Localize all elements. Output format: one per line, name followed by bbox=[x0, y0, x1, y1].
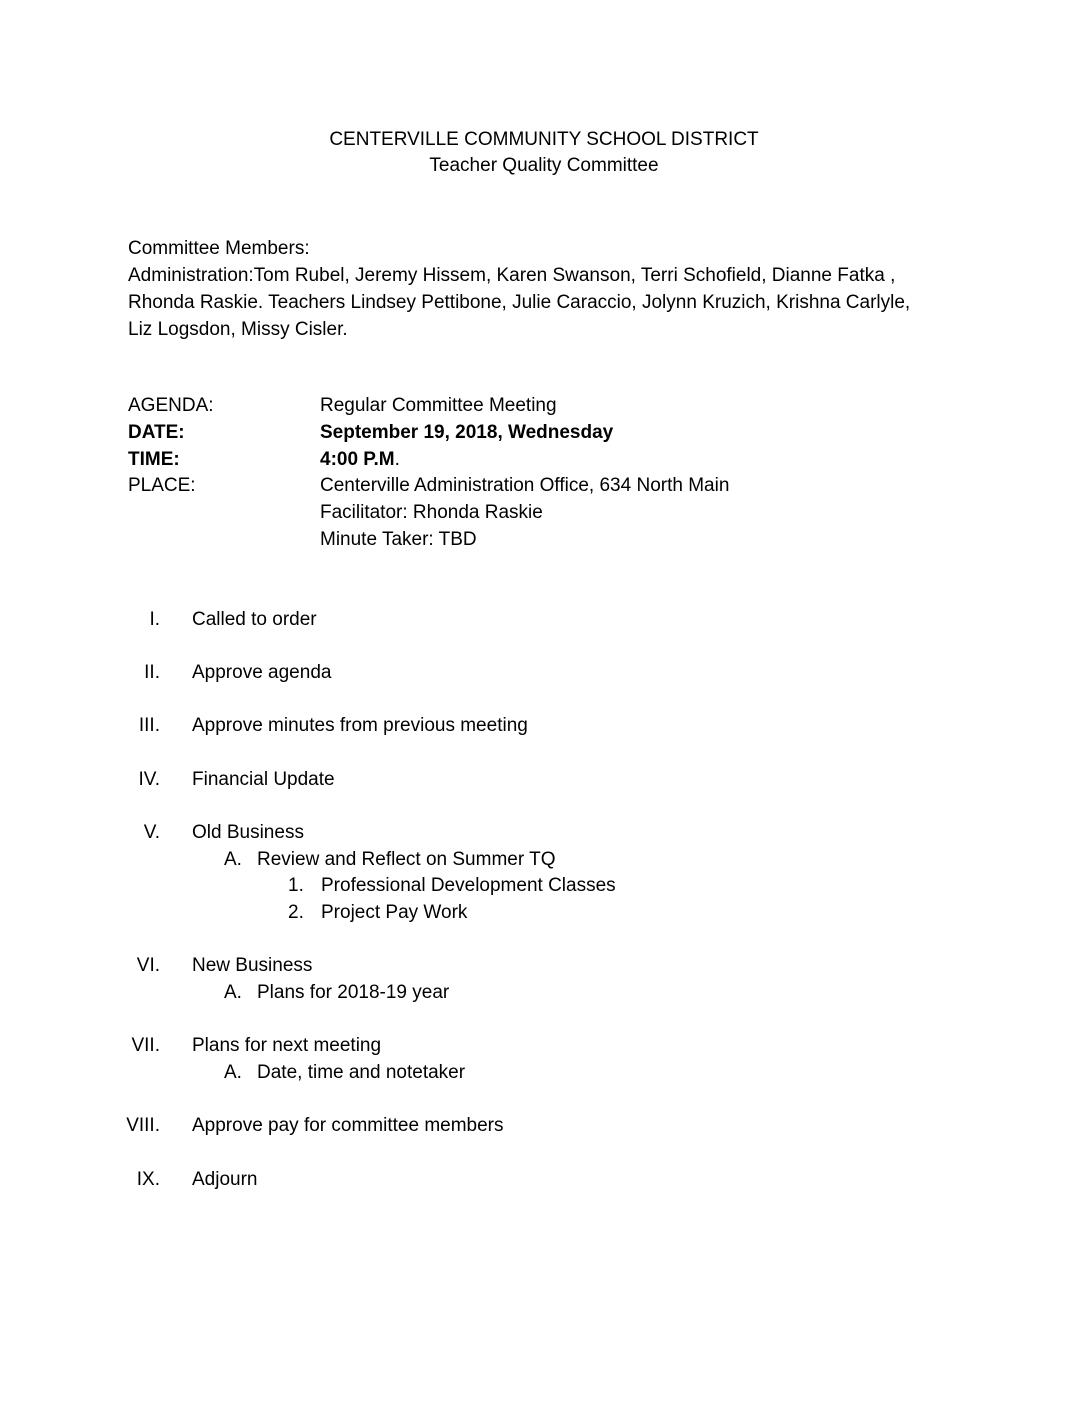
agenda-item-text: Called to order bbox=[192, 609, 317, 630]
district-title: CENTERVILLE COMMUNITY SCHOOL DISTRICT bbox=[329, 129, 759, 150]
agenda-item-number: III. bbox=[138, 715, 160, 736]
sub-item-number: A. bbox=[224, 1062, 242, 1083]
sub-sub-item-number: 1. bbox=[288, 875, 304, 896]
date-value: September 19, 2018, Wednesday bbox=[320, 422, 614, 443]
agenda-item-text: New Business bbox=[192, 955, 313, 976]
members-line: Rhonda Raskie. Teachers Lindsey Pettibone, Julie Caraccio, Jolynn Kruzich, Krishna Carlyle, bbox=[128, 292, 911, 313]
agenda-item-text: Approve minutes from previous meeting bbox=[192, 715, 528, 736]
time-suffix: . bbox=[394, 449, 400, 470]
sub-item-text: Review and Reflect on Summer TQ bbox=[257, 849, 556, 870]
time-value-line bbox=[320, 448, 400, 472]
agenda-item-number: VI. bbox=[136, 955, 160, 976]
members-line: Liz Logsdon, Missy Cisler. bbox=[128, 319, 348, 340]
agenda-item-number: VII. bbox=[131, 1035, 160, 1056]
committee-members bbox=[128, 235, 958, 343]
sub-item-number: A. bbox=[224, 849, 242, 870]
place-label: PLACE: bbox=[128, 475, 196, 496]
agenda-item-text: Financial Update bbox=[192, 769, 335, 790]
sub-item-text: Plans for 2018-19 year bbox=[257, 982, 450, 1003]
facilitator: Facilitator: Rhonda Raskie bbox=[320, 502, 543, 523]
agenda-item-number: VIII. bbox=[126, 1115, 160, 1136]
members-heading: Committee Members: bbox=[128, 238, 310, 259]
agenda-item-text: Old Business bbox=[192, 822, 304, 843]
agenda-item-text: Approve agenda bbox=[192, 662, 332, 683]
agenda-item-number: I. bbox=[149, 609, 160, 630]
place-value: Centerville Administration Office, 634 North Main bbox=[320, 475, 730, 496]
sub-item-text: Date, time and notetaker bbox=[257, 1062, 466, 1083]
agenda-item-text: Adjourn bbox=[192, 1169, 258, 1190]
committee-title: Teacher Quality Committee bbox=[429, 155, 659, 176]
agenda-item-text: Approve pay for committee members bbox=[192, 1115, 504, 1136]
agenda-item-number: II. bbox=[144, 662, 160, 683]
sub-sub-item-text: Professional Development Classes bbox=[321, 875, 616, 896]
date-label: DATE: bbox=[128, 422, 185, 443]
sub-item-number: A. bbox=[224, 982, 242, 1003]
agenda-item-text: Plans for next meeting bbox=[192, 1035, 382, 1056]
agenda-item-number: V. bbox=[143, 822, 160, 843]
agenda-item-number: IV. bbox=[138, 769, 160, 790]
agenda-label: AGENDA: bbox=[128, 395, 214, 416]
agenda-item-number: IX. bbox=[136, 1169, 160, 1190]
sub-sub-item-number: 2. bbox=[288, 902, 304, 923]
sub-sub-item-text: Project Pay Work bbox=[321, 902, 468, 923]
minute-taker: Minute Taker: TBD bbox=[320, 529, 477, 550]
members-line: Administration:Tom Rubel, Jeremy Hissem, Karen Swanson, Terri Schofield, Dianne Fatka , bbox=[128, 265, 896, 286]
time-label: TIME: bbox=[128, 449, 180, 470]
agenda-value: Regular Committee Meeting bbox=[320, 395, 557, 416]
time-value: 4:00 P.M bbox=[320, 449, 395, 470]
